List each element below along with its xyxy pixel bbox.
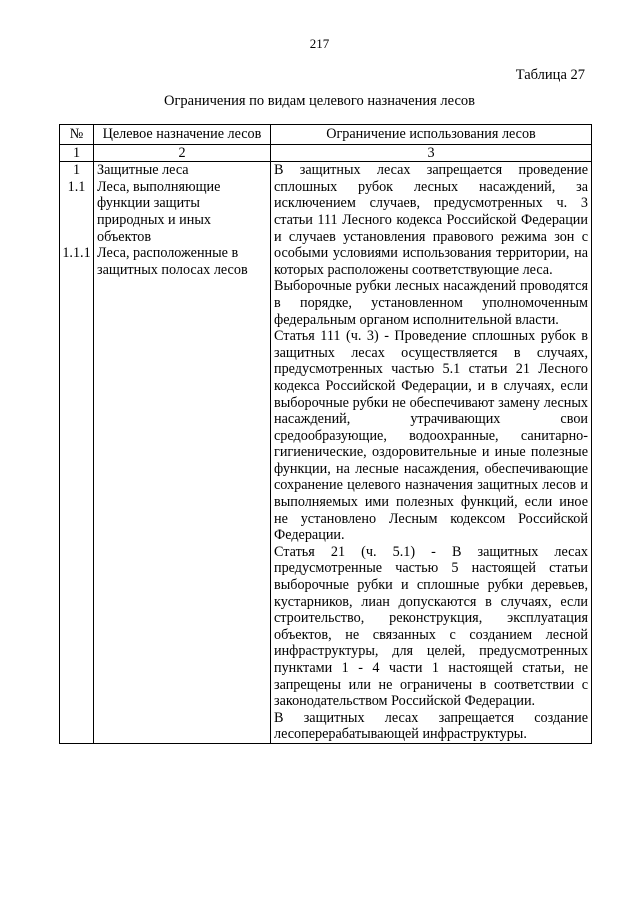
- purpose-item: Защитные леса: [97, 162, 189, 179]
- column-number: 2: [94, 144, 271, 162]
- purpose-item-line: Леса, выполняющие: [97, 178, 221, 195]
- restriction-paragraph: В защитных лесах запрещается проведение сплошных рубок лесных насаждений, за исключением случаев, предусмотренных ч. 3 статьи 111 Лесного кодекса Российской Федерации и случаев установления правового режима зон с особыми условиями использования территории, на которых расположены соответствующие леса.: [274, 162, 588, 278]
- restriction-paragraph: Статья 111 (ч. 3) - Проведение сплошных рубок в защитных лесах осуществляется в случаях, предусмотренных частью 5.1 статьи 21 Лесного кодекса Российской Федерации, и в случаях, если выборочные рубки не обеспечивают замену лесных насаждений, утрачивающих свои средообразующие, водоохранные, санитарно-гигиенические, оздоровительные и иные полезные функции, на лесные насаждения, обеспечивающие сохранение целевого назначения защитных лесов и выполняемых ими полезных функций, если иное не установлено Лесным кодексом Российской Федерации.: [274, 328, 588, 544]
- header-restriction: Ограничение использования лесов: [271, 125, 592, 145]
- column-number: 1: [60, 144, 94, 162]
- restriction-paragraph: Выборочные рубки лесных насаждений проводятся в порядке, установленном уполномоченным федеральным органом исполнительной власти.: [274, 278, 588, 328]
- column-number-row: [60, 144, 592, 162]
- purpose-item-line: Леса, расположенные в: [97, 245, 239, 262]
- restrictions-table: [59, 124, 592, 744]
- item-number: 1: [72, 162, 81, 179]
- purpose-item-line: природных и иных: [97, 211, 211, 228]
- item-number: 1.1: [67, 178, 86, 195]
- purpose-item-line: защитных полосах лесов: [97, 261, 248, 278]
- item-number: 1.1.1: [62, 245, 91, 262]
- purpose-item-line: объектов: [97, 228, 152, 245]
- page-number: 217: [309, 36, 330, 51]
- header-purpose: Целевое назначение лесов: [94, 125, 271, 145]
- column-number: 3: [271, 144, 592, 162]
- table-row: [60, 162, 592, 744]
- table-title: Ограничения по видам целевого назначения лесов: [164, 93, 475, 109]
- header-number: №: [60, 125, 94, 145]
- header-row: [60, 125, 592, 145]
- row-number-cell: [60, 162, 94, 744]
- spacer: [60, 229, 93, 246]
- spacer: [60, 212, 93, 229]
- table-label: Таблица 27: [515, 67, 585, 83]
- spacer: [60, 195, 93, 212]
- restriction-cell: [271, 162, 592, 744]
- restriction-paragraph: В защитных лесах запрещается создание лесоперерабатывающей инфраструктуры.: [274, 709, 588, 743]
- purpose-cell: [94, 162, 271, 744]
- restriction-paragraph: Статья 21 (ч. 5.1) - В защитных лесах предусмотренные частью 5 настоящей статьи выборочные рубки и сплошные рубки деревьев, кустарников, лиан допускаются в случаях, если строительство, реконструкция, эксплуатация объектов, не связанных с созданием лесной инфраструктуры, для целей, предусмотренных пунктами 1 - 4 части 1 настоящей статьи, не запрещены или не ограничены в соответствии с законодательством Российской Федерации.: [274, 543, 588, 710]
- purpose-item-line: функции защиты: [97, 195, 200, 212]
